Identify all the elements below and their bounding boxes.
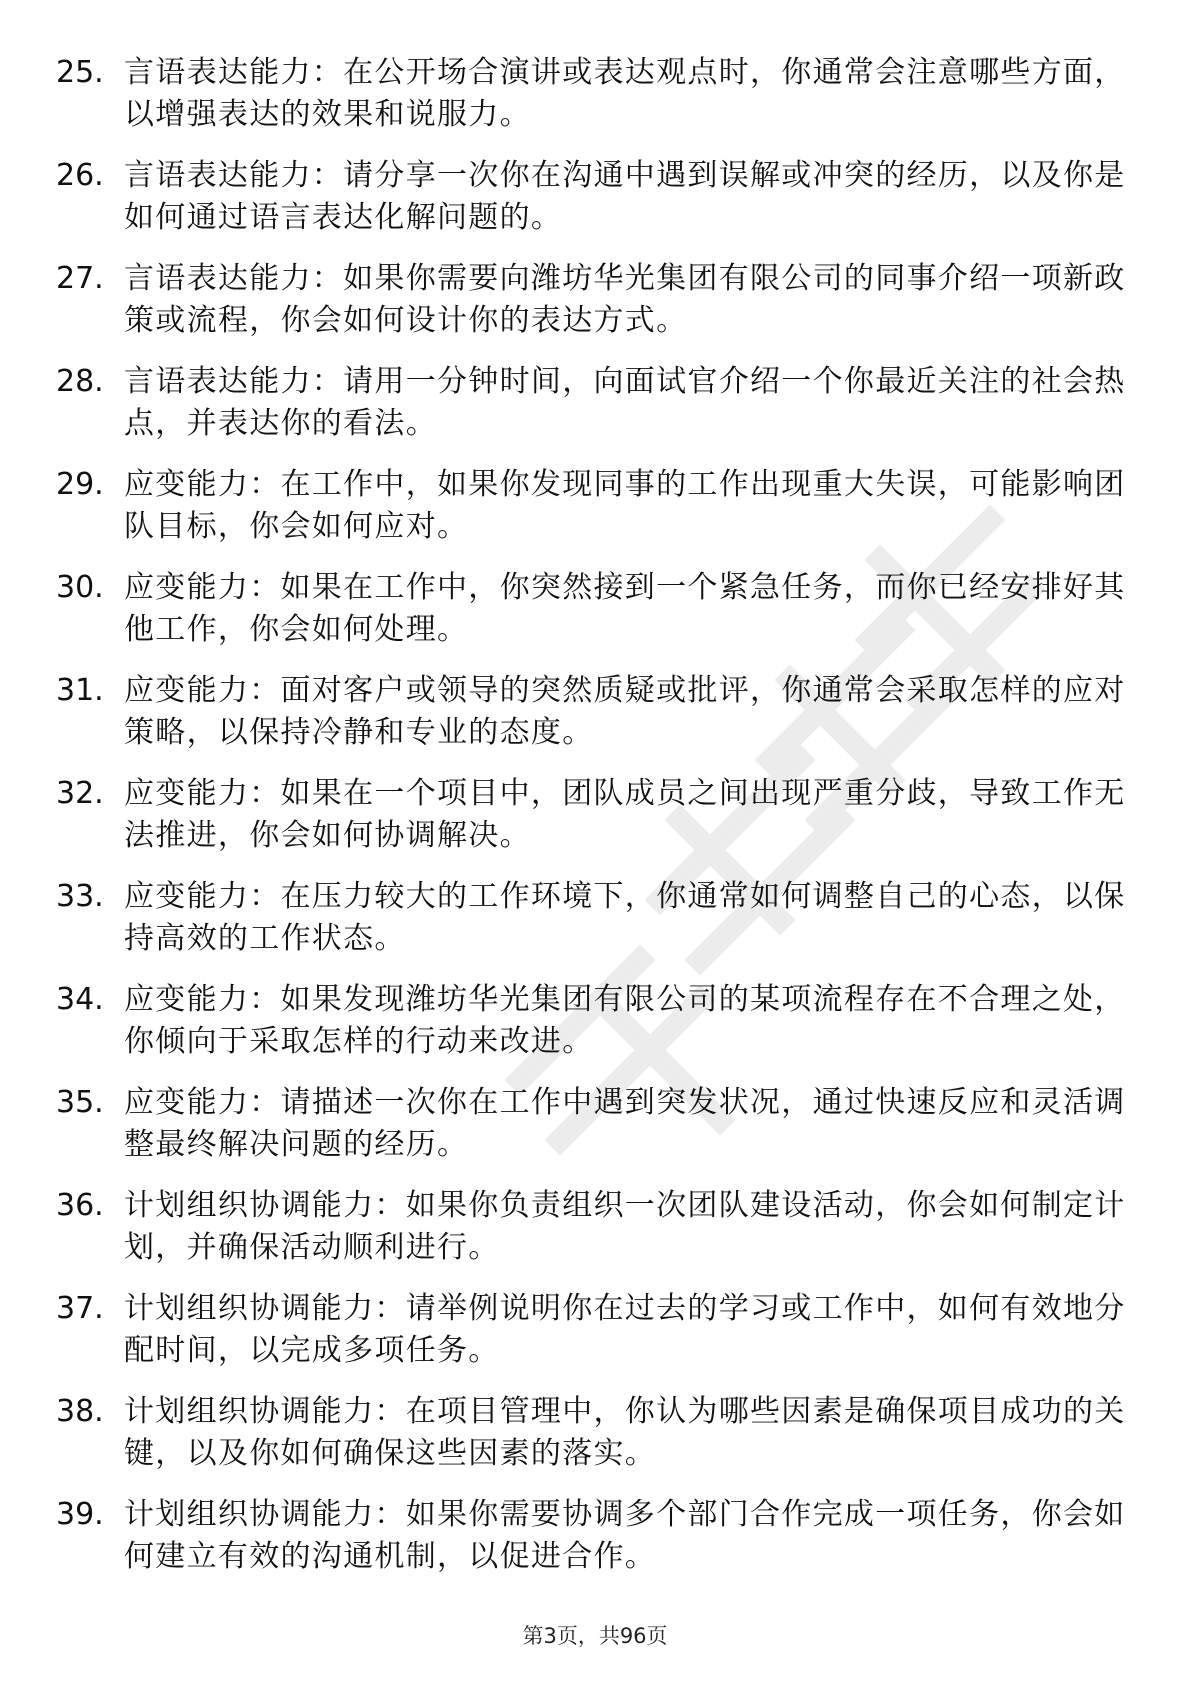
question-number: 29. [56, 467, 104, 502]
question-number: 27. [56, 261, 104, 296]
question-number: 30. [56, 570, 104, 605]
question-item [56, 52, 1146, 155]
question-number: 39. [56, 1497, 104, 1532]
question-text: 言语表达能力：请用一分钟时间，向面试官介绍一个你最近关注的社会热点，并表达你的看法。 [124, 364, 1126, 441]
question-text: 计划组织协调能力：在项目管理中，你认为哪些因素是确保项目成功的关键，以及你如何确保这些因素的落实。 [124, 1394, 1126, 1471]
question-text: 计划组织协调能力：如果你需要协调多个部门合作完成一项任务，你会如何建立有效的沟通机制，以促进合作。 [124, 1497, 1126, 1574]
question-item [56, 773, 1146, 876]
question-number: 36. [56, 1188, 104, 1223]
question-number: 34. [56, 982, 104, 1017]
question-text: 计划组织协调能力：如果你负责组织一次团队建设活动，你会如何制定计划，并确保活动顺利进行。 [124, 1188, 1126, 1265]
question-number: 37. [56, 1291, 104, 1326]
question-text: 应变能力：如果在一个项目中，团队成员之间出现严重分歧，导致工作无法推进，你会如何协调解决。 [124, 776, 1126, 853]
question-item [56, 1288, 1146, 1391]
question-item [56, 1391, 1146, 1494]
question-text: 应变能力：请描述一次你在工作中遇到突发状况，通过快速反应和灵活调整最终解决问题的经历。 [124, 1085, 1126, 1162]
question-text: 应变能力：如果发现潍坊华光集团有限公司的某项流程存在不合理之处，你倾向于采取怎样的行动来改进。 [124, 982, 1126, 1059]
question-item [56, 979, 1146, 1082]
question-number: 28. [56, 364, 104, 399]
question-item [56, 361, 1146, 464]
question-number: 31. [56, 673, 104, 708]
question-text: 言语表达能力：如果你需要向潍坊华光集团有限公司的同事介绍一项新政策或流程，你会如何设计你的表达方式。 [124, 261, 1126, 338]
page-footer [0, 1622, 1190, 1650]
question-number: 33. [56, 879, 104, 914]
question-item [56, 670, 1146, 773]
question-text: 言语表达能力：请分享一次你在沟通中遇到误解或冲突的经历，以及你是如何通过语言表达化解问题的。 [124, 158, 1126, 235]
question-text: 应变能力：面对客户或领导的突然质疑或批评，你通常会采取怎样的应对策略，以保持冷静和专业的态度。 [124, 673, 1126, 750]
question-item [56, 155, 1146, 258]
question-item [56, 1185, 1146, 1288]
question-item [56, 567, 1146, 670]
question-text: 计划组织协调能力：请举例说明你在过去的学习或工作中，如何有效地分配时间，以完成多项任务。 [124, 1291, 1126, 1368]
question-text: 应变能力：在压力较大的工作环境下，你通常如何调整自己的心态，以保持高效的工作状态。 [124, 879, 1126, 956]
question-list [56, 52, 1146, 1597]
question-number: 35. [56, 1085, 104, 1120]
question-text: 言语表达能力：在公开场合演讲或表达观点时，你通常会注意哪些方面，以增强表达的效果和说服力。 [124, 55, 1126, 132]
question-item [56, 464, 1146, 567]
page-number: 第3页，共96页 [522, 1624, 668, 1648]
question-text: 应变能力：在工作中，如果你发现同事的工作出现重大失误，可能影响团队目标，你会如何应对。 [124, 467, 1126, 544]
question-number: 32. [56, 776, 104, 811]
question-item [56, 1082, 1146, 1185]
question-number: 26. [56, 158, 104, 193]
question-number: 38. [56, 1394, 104, 1429]
question-item [56, 258, 1146, 361]
question-item [56, 1494, 1146, 1597]
question-text: 应变能力：如果在工作中，你突然接到一个紧急任务，而你已经安排好其他工作，你会如何处理。 [124, 570, 1126, 647]
question-number: 25. [56, 55, 104, 90]
question-item [56, 876, 1146, 979]
